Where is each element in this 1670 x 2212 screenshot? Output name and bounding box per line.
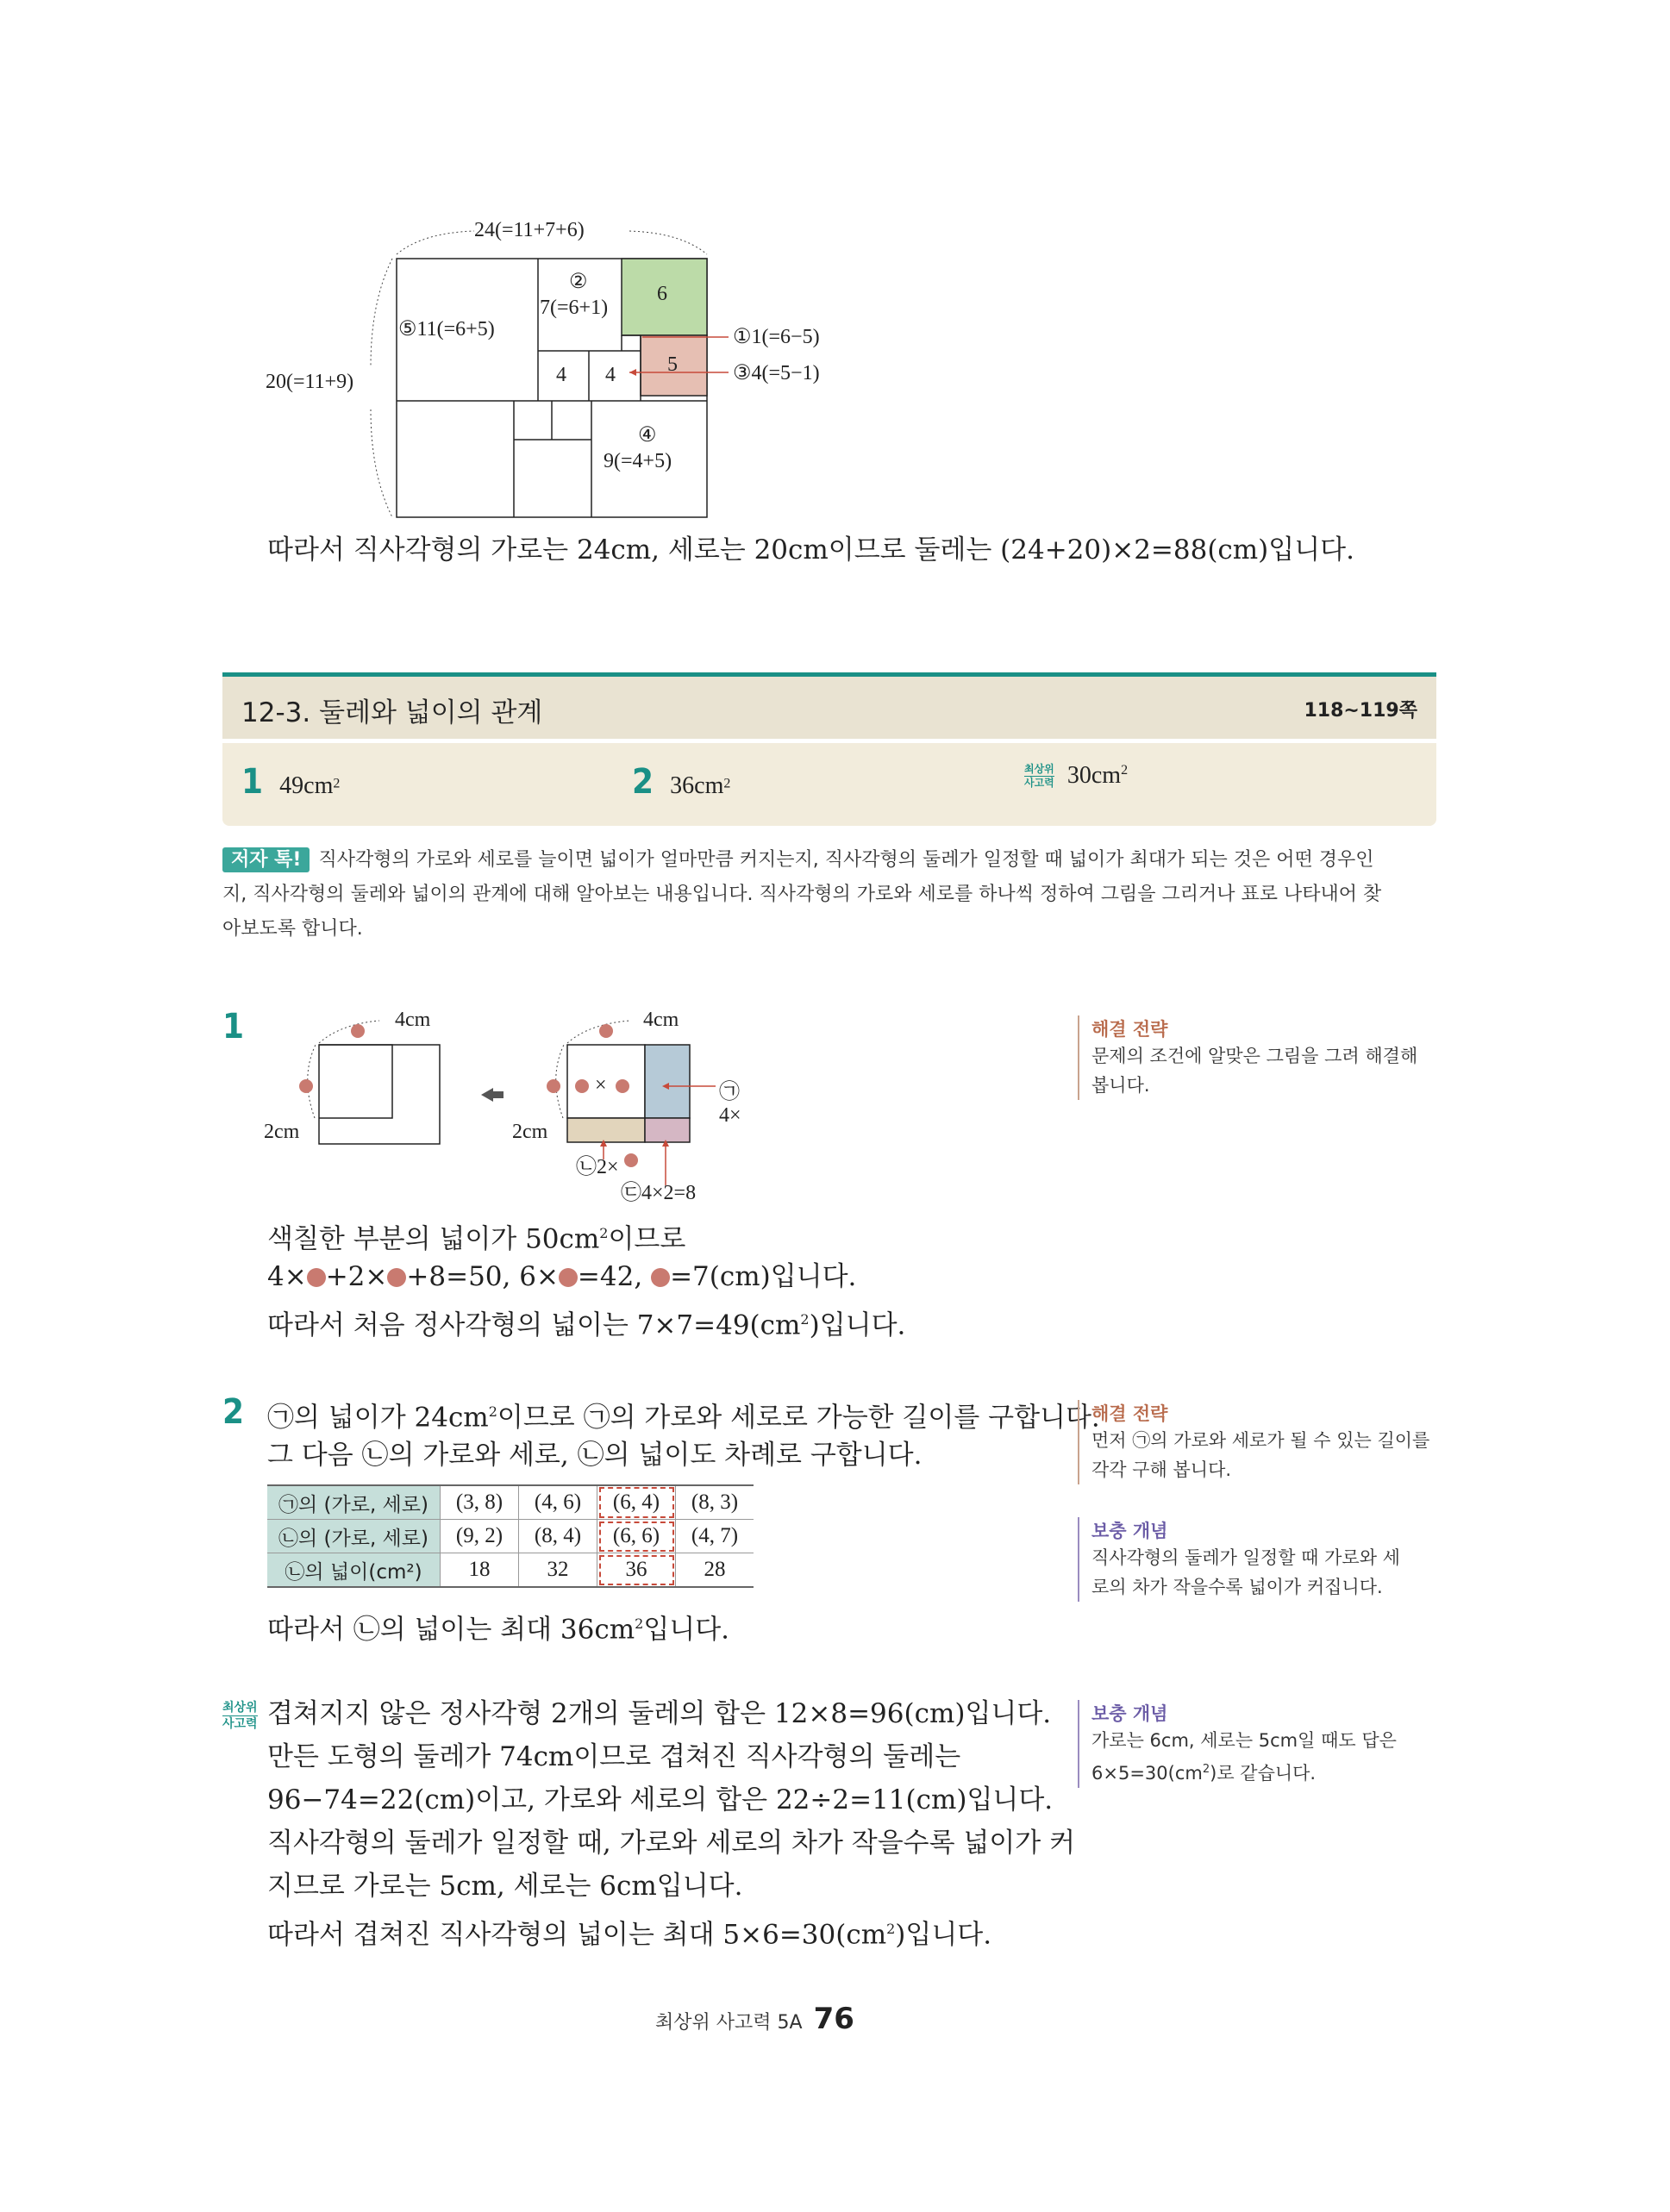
p1-line3-sup: 2 <box>800 1311 810 1328</box>
answer-1-num: 1 <box>241 762 264 802</box>
fig2-label-b: ㉡2× <box>576 1156 619 1178</box>
table-row <box>267 1485 754 1520</box>
p1-line3-b: )입니다. <box>809 1309 906 1341</box>
dot-icon <box>559 1268 578 1287</box>
square-diagram <box>250 216 905 526</box>
answer-3-value: 30cm <box>1066 762 1122 789</box>
dot-icon <box>307 1268 326 1287</box>
square-5-small-label: 5 <box>667 353 678 376</box>
answer-3-badge-top: 최상위 <box>1024 762 1054 775</box>
p1-line2-a: 4× <box>267 1261 307 1292</box>
problem-1-figure <box>259 1009 741 1204</box>
dot-icon <box>387 1268 406 1287</box>
callout-3: ③4(=5−1) <box>733 362 820 384</box>
fig2-label-c: ㉢4×2=8 <box>621 1182 697 1204</box>
callout-1: ①1(=6−5) <box>733 326 820 348</box>
p2-side2-body-2: 로의 차가 작을수록 넓이가 커집니다. <box>1091 1577 1383 1597</box>
p2-side-note-2 <box>1078 1517 1400 1602</box>
p3-side-note <box>1078 1700 1397 1788</box>
p2-line3-sup: 2 <box>635 1615 644 1632</box>
left-dimension-label: 20(=11+9) <box>266 371 354 393</box>
answer-2-num: 2 <box>632 762 654 802</box>
p2-line3-b: 입니다. <box>643 1614 730 1646</box>
section-title: 12-3. 둘레와 넓이의 관계 <box>241 697 543 728</box>
square-4b-label: 4 <box>605 364 616 386</box>
answer-3 <box>1024 762 1128 790</box>
problem-2-number: 2 <box>222 1392 245 1432</box>
author-tip-badge: 저자 톡! <box>222 847 310 872</box>
p2-line1-a: ㉠의 넓이가 24cm <box>267 1402 489 1434</box>
square-2-number: ② <box>569 271 588 293</box>
answer-1-sup: 2 <box>333 776 341 791</box>
table-cell: (8, 4) <box>519 1520 597 1553</box>
p2-table <box>267 1484 754 1588</box>
table-head-cell: ㉡의 (가로, 세로) <box>267 1520 441 1553</box>
p3-badge-top: 최상위 <box>222 1701 258 1715</box>
p1-line3-a: 따라서 처음 정사각형의 넓이는 7×7=49(cm <box>267 1309 801 1341</box>
footer-page-number: 76 <box>813 2002 854 2036</box>
answer-bar <box>222 743 1436 826</box>
fig2-times: × <box>595 1074 607 1097</box>
p2-line3 <box>267 1602 729 1652</box>
top-dimension-label: 24(=11+7+6) <box>474 219 585 241</box>
p1-line1-a: 색칠한 부분의 넓이가 50cm <box>267 1223 600 1255</box>
problem-1-number: 1 <box>222 1007 245 1047</box>
table-head-cell: ㉡의 넓이(cm²) <box>267 1553 441 1588</box>
answer-2 <box>632 762 730 802</box>
problem-1-figure-lines <box>259 1009 741 1198</box>
p3-line6-sup: 2 <box>886 1921 896 1937</box>
author-tip-line1: 직사각형의 가로와 세로를 늘이면 넓이가 얼마만큼 커지는지, 직사각형의 둘레가 일정할 때 넓이가 최대가 되는 것은 어떤 경우인 <box>318 849 1374 871</box>
fig2-2cm-label: 2cm <box>512 1121 548 1143</box>
p3-badge-bottom: 사고력 <box>222 1717 258 1731</box>
p3-side-title: 보충 개념 <box>1091 1703 1168 1724</box>
square-4-value: 9(=4+5) <box>604 450 672 472</box>
square-4-number: ④ <box>638 424 657 447</box>
table-cell: (9, 2) <box>441 1520 519 1553</box>
p1-line3 <box>267 1297 905 1347</box>
table-cell: (4, 6) <box>519 1485 597 1520</box>
table-cell-highlight: (6, 6) <box>597 1520 676 1553</box>
answer-3-sup: 2 <box>1121 763 1129 778</box>
square-6-label: 6 <box>657 283 667 305</box>
table-cell-highlight: (6, 4) <box>597 1485 676 1520</box>
answer-1 <box>241 762 340 802</box>
p3-badge <box>222 1700 258 1732</box>
p2-side-note-1 <box>1078 1400 1429 1484</box>
answer-3-badge <box>1024 763 1054 790</box>
p3-line5: 지므로 가로는 5cm, 세로는 6cm입니다. <box>267 1871 743 1902</box>
p3-line4: 직사각형의 둘레가 일정할 때, 가로와 세로의 차가 작을수록 넓이가 커 <box>267 1828 1076 1859</box>
fig2-4cm-label: 4cm <box>643 1009 679 1031</box>
p1-line2-d: =42, <box>577 1261 643 1292</box>
p3-line1: 겹쳐지지 않은 정사각형 2개의 둘레의 합은 12×8=96(cm)입니다. <box>267 1698 1052 1729</box>
p2-side1-title: 해결 전략 <box>1091 1403 1168 1424</box>
p3-side-body-2-sup: 2 <box>1202 1763 1210 1776</box>
p2-line1-b: 이므로 ㉠의 가로와 세로로 가능한 길이를 구합니다. <box>497 1402 1100 1434</box>
fig1-4cm-label: 4cm <box>395 1009 431 1031</box>
author-tip <box>222 843 1438 947</box>
p2-side1-body-1: 먼저 ㉠의 가로와 세로가 될 수 있는 길이를 <box>1091 1430 1430 1451</box>
answer-1-value: 49cm <box>279 772 334 799</box>
intro-conclusion: 따라서 직사각형의 가로는 24cm, 세로는 20cm이므로 둘레는 (24+20)×2=88(cm)입니다. <box>267 534 1354 565</box>
table-cell: 28 <box>676 1553 754 1588</box>
dot-icon <box>651 1268 670 1287</box>
section-pages: 118~119쪽 <box>1304 700 1417 722</box>
p3-side-body-1: 가로는 6cm, 세로는 5cm일 때도 답은 <box>1091 1730 1397 1751</box>
author-tip-line2: 지, 직사각형의 둘레와 넓이의 관계에 대해 알아보는 내용입니다. 직사각형의 가로와 세로를 하나씩 정하여 그림을 그리거나 표로 나타내어 찾 <box>222 884 1382 905</box>
p3-line6 <box>267 1907 991 1957</box>
p3-line6-b: )입니다. <box>895 1919 992 1951</box>
p1-line2 <box>267 1254 856 1299</box>
answer-2-value: 36cm <box>670 772 724 799</box>
table-cell: (4, 7) <box>676 1520 754 1553</box>
table-row <box>267 1553 754 1588</box>
p1-line1-sup: 2 <box>599 1225 609 1241</box>
square-4a-label: 4 <box>556 364 566 386</box>
p3-line2: 만든 도형의 둘레가 74cm이므로 겹쳐진 직사각형의 둘레는 <box>267 1741 961 1772</box>
p3-side-body-2 <box>1091 1755 1397 1788</box>
p2-side1-body-2: 각각 구해 봅니다. <box>1091 1459 1232 1480</box>
p1-side-body-2: 봅니다. <box>1091 1075 1150 1096</box>
p1-line2-e: =7(cm)입니다. <box>670 1261 857 1292</box>
p3-line6-a: 따라서 겹쳐진 직사각형의 넓이는 최대 5×6=30(cm <box>267 1919 887 1951</box>
answer-3-badge-bottom: 사고력 <box>1024 776 1054 789</box>
p1-line2-c: +8=50, 6× <box>406 1261 559 1292</box>
p2-line3-a: 따라서 ㉡의 넓이는 최대 36cm <box>267 1614 635 1646</box>
table-cell: (3, 8) <box>441 1485 519 1520</box>
p3-side-body-2a: 6×5=30(cm <box>1091 1763 1203 1784</box>
table-cell: (8, 3) <box>676 1485 754 1520</box>
answer-2-sup: 2 <box>723 776 731 791</box>
square-5-label: ⑤11(=6+5) <box>398 318 495 341</box>
footer-book-title: 최상위 사고력 5A <box>655 2012 803 2034</box>
table-cell-highlight: 36 <box>597 1553 676 1588</box>
p1-line2-b: +2× <box>325 1261 388 1292</box>
p2-side2-title: 보충 개념 <box>1091 1521 1168 1541</box>
p2-line1-sup: 2 <box>488 1403 497 1420</box>
p3-side-body-2b: )로 같습니다. <box>1210 1763 1317 1784</box>
p1-line1-b: 이므로 <box>608 1223 686 1255</box>
p1-side-title: 해결 전략 <box>1091 1019 1168 1040</box>
p2-table-wrap <box>267 1484 754 1588</box>
fig2-label-a: ㉠4× <box>719 1081 741 1127</box>
p2-side2-body-1: 직사각형의 둘레가 일정할 때 가로와 세 <box>1091 1547 1400 1568</box>
square-2-value: 7(=6+1) <box>540 297 609 319</box>
table-cell: 18 <box>441 1553 519 1588</box>
page-footer <box>655 2002 854 2036</box>
fig1-2cm-label: 2cm <box>264 1121 300 1143</box>
table-row <box>267 1520 754 1553</box>
p2-line2: 그 다음 ㉡의 가로와 세로, ㉡의 넓이도 차례로 구합니다. <box>267 1440 923 1471</box>
p1-side-body-1: 문제의 조건에 알맞은 그림을 그려 해결해 <box>1091 1046 1418 1066</box>
p1-side-note <box>1078 1015 1417 1100</box>
author-tip-line3: 아보도록 합니다. <box>222 918 363 940</box>
section-header <box>222 677 1436 739</box>
table-cell: 32 <box>519 1553 597 1588</box>
table-head-cell: ㉠의 (가로, 세로) <box>267 1485 441 1520</box>
p3-line3: 96−74=22(cm)이고, 가로와 세로의 합은 22÷2=11(cm)입니다. <box>267 1784 1054 1815</box>
